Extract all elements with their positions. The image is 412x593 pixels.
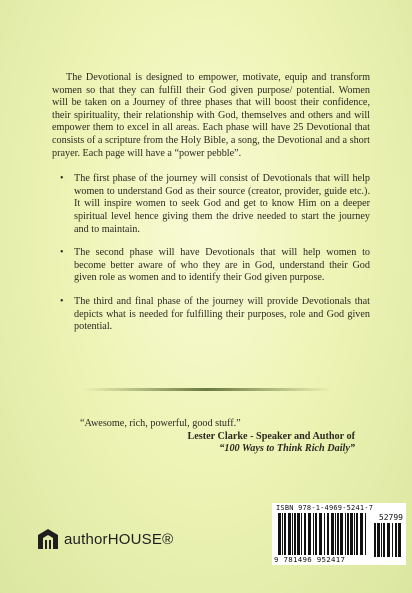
back-cover-text — [52, 72, 370, 345]
price-code: 52799 — [378, 513, 403, 522]
author-house-logo-icon — [36, 527, 60, 551]
price-barcode-bars — [374, 523, 402, 557]
testimonial-attribution: Lester Clarke - Speaker and Author of — [187, 431, 355, 442]
phase-item-2: • The second phase will have Devotionals that will help women to become better aware of who they are in God, understand their God given role as women and to identify their God given purpose. — [60, 247, 370, 285]
publisher-logo — [36, 527, 173, 551]
isbn-barcode — [272, 503, 406, 565]
decorative-divider — [82, 388, 332, 391]
ean-digits: 9 781496 952417 — [274, 555, 346, 564]
barcode-bars — [278, 513, 370, 555]
publisher-name: authorHOUSE® — [64, 530, 174, 548]
phase-item-1: • The first phase of the journey will consist of Devotionals that will help women to understand God as their source (creator, provider, guide etc.). It will inspire women to seek God and get to know Him on a deeper spiritual level hence giving them the drive needed to start the journey and to maintain. — [60, 173, 370, 236]
isbn-number: ISBN 978-1-4969-5241-7 — [276, 504, 374, 512]
phase-item-3: • The third and final phase of the journey will provide Devotionals that depicts what is needed for fulfilling their purposes, role and God given potential. — [60, 296, 370, 334]
testimonial-quote: “Awesome, rich, powerful, good stuff.” — [80, 418, 241, 429]
testimonial-book-title: “100 Ways to Think Rich Daily” — [219, 443, 355, 454]
intro-paragraph: The Devotional is designed to empower, motivate, equip and transform women so that they can fulfill their God given purpose/ potential. Women will be taken on a Journey of three phases that will boost their confidence, their spirituality, their relationship with God, themselves and others and will empower them to excel in all areas. Each phase will have 25 Devotional that consists of a scripture from the Holy Bible, a song, the Devotional and a short prayer. Each page will have a “power pebble”. — [52, 72, 370, 159]
testimonial — [80, 418, 355, 455]
phases-list — [52, 173, 370, 334]
